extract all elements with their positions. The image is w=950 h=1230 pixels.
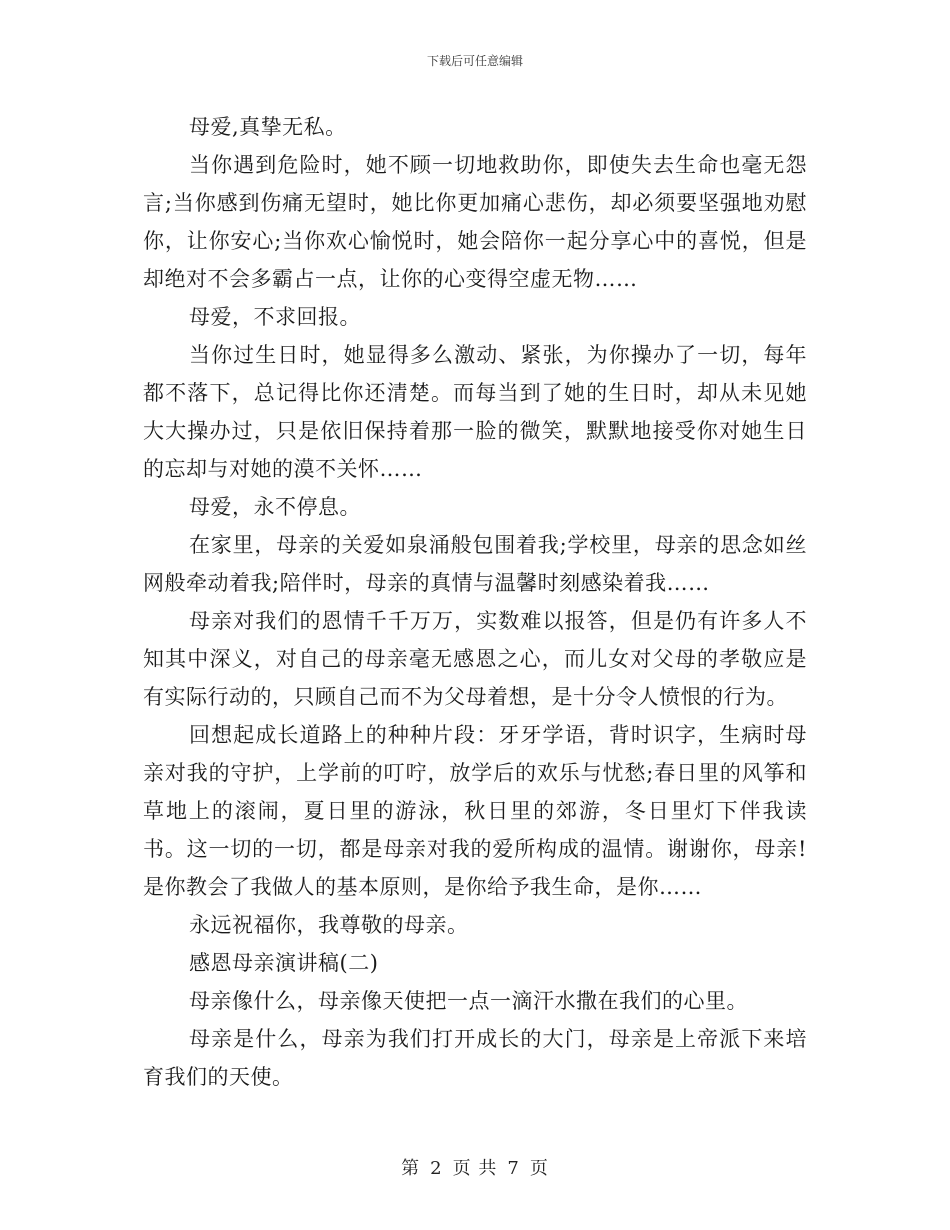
total-page-count: 7 — [507, 1158, 520, 1179]
footer-middle: 页 共 — [452, 1158, 498, 1179]
section-heading: 感恩母亲演讲稿(二) — [189, 951, 379, 975]
paragraph: 母亲像什么，母亲像天使把一点一滴汗水撒在我们的心里。 — [189, 989, 748, 1013]
paragraph: 回想起成长道路上的种种片段：牙牙学语，背时识字，生病时母亲对我的守护，上学前的叮咛，放学后的欢乐与忧愁;春日里的风筝和草地上的滚闹，夏日里的游泳，秋日里的郊游，冬日里灯下伴我读书。这一切的一切，都是母亲对我的爱所构成的温情。谢谢你，母亲!是你教会了我做人的基本原则，是你给予我生命，是你…… — [143, 723, 807, 899]
footer-prefix: 第 — [401, 1158, 421, 1179]
paragraph: 母爱，不求回报。 — [189, 305, 361, 329]
page-footer — [0, 1154, 950, 1180]
paragraph: 母爱，永不停息。 — [189, 495, 361, 519]
paragraph: 母亲对我们的恩情千千万万，实数难以报答，但是仍有许多人不知其中深义，对自己的母亲毫无感恩之心，而儿女对父母的孝敬应是有实际行动的，只顾自己而不为父母着想，是十分令人愤恨的行为。 — [143, 609, 807, 709]
paragraph: 母爱,真挚无私。 — [189, 115, 347, 139]
footer-suffix: 页 — [529, 1158, 549, 1179]
paragraph: 当你遇到危险时，她不顾一切地救助你，即使失去生命也毫无怨言;当你感到伤痛无望时，她比你更加痛心悲伤，却必须要坚强地劝慰你，让你安心;当你欢心愉悦时，她会陪你一起分享心中的喜悦，但是却绝对不会多霸占一点，让你的心变得空虚无物…… — [143, 153, 807, 291]
document-body — [143, 108, 807, 1096]
paragraph: 在家里，母亲的关爱如泉涌般包围着我;学校里，母亲的思念如丝网般牵动着我;陪伴时，母亲的真情与温馨时刻感染着我…… — [143, 533, 807, 595]
paragraph: 当你过生日时，她显得多么激动、紧张，为你操办了一切，每年都不落下，总记得比你还清楚。而每当到了她的生日时，却从未见她大大操办过，只是依旧保持着那一脸的微笑，默默地接受你对她生日的忘却与对她的漠不关怀…… — [143, 343, 807, 481]
paragraph: 永远祝福你，我尊敬的母亲。 — [189, 913, 469, 937]
current-page-number: 2 — [430, 1158, 443, 1179]
paragraph: 母亲是什么，母亲为我们打开成长的大门，母亲是上帝派下来培育我们的天使。 — [143, 1027, 807, 1089]
page-header: 下载后可任意编辑 — [426, 54, 523, 68]
